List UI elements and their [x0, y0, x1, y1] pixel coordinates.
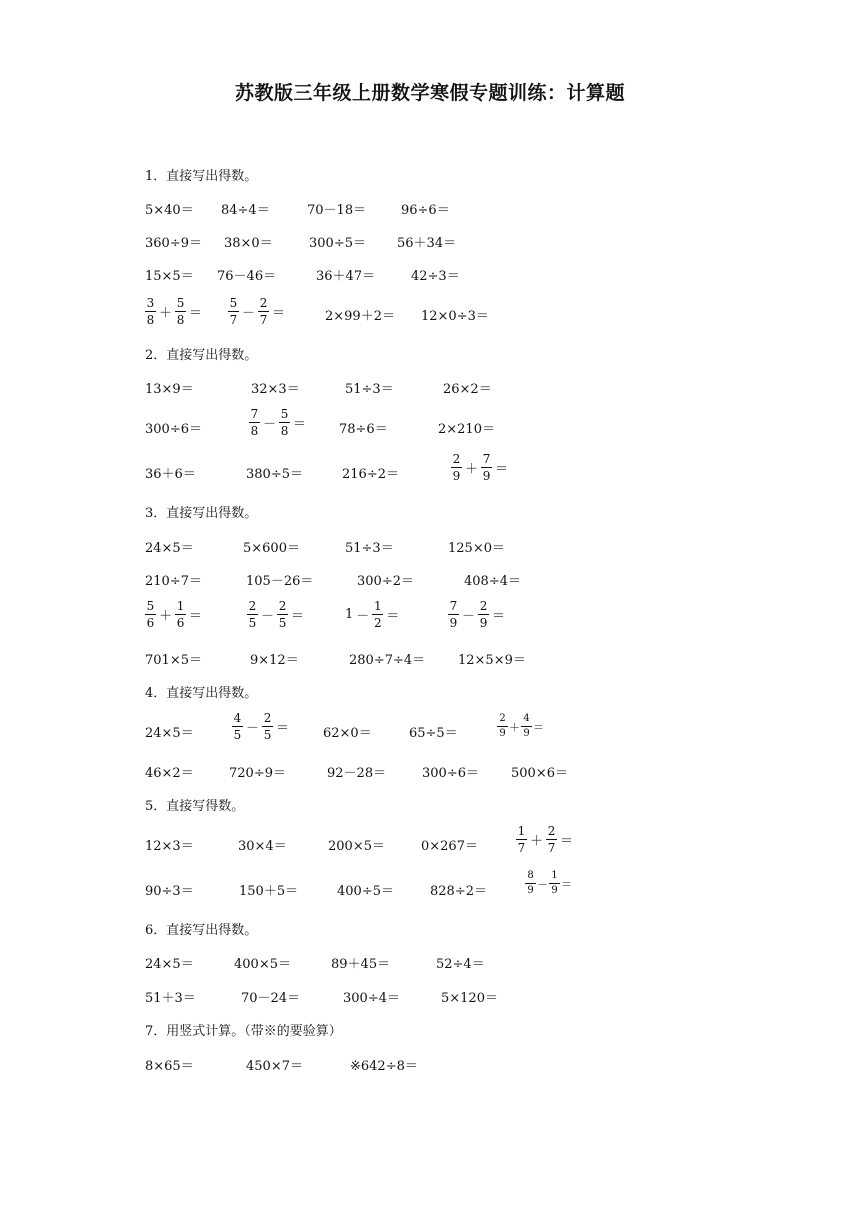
problem: 24×5＝	[145, 957, 194, 972]
problem: 0×267＝	[421, 839, 478, 854]
fraction: $\frac{2}{5}$	[248, 599, 257, 630]
problem: 5×40＝	[145, 203, 194, 218]
problem: 105－26＝	[246, 574, 314, 589]
problem: 70－18＝	[307, 203, 367, 218]
fraction-problem: $\frac{3}{8}$ ＋ $\frac{5}{8}$ ＝	[146, 296, 203, 327]
fraction: $\frac{1}{7}$	[517, 824, 526, 855]
problem: 200×5＝	[328, 839, 385, 854]
fraction-problem: $\frac{5}{7}$ － $\frac{2}{7}$ ＝	[229, 296, 286, 327]
section-heading: 4．直接写出得数。	[145, 686, 258, 701]
fraction: $\frac{4}{9}$	[521, 714, 532, 739]
fraction: $\frac{2}{5}$	[263, 711, 272, 742]
problem: 828÷2＝	[430, 884, 487, 899]
fraction: $\frac{7}{9}$	[482, 452, 491, 483]
section-heading: 2．直接写出得数。	[145, 348, 258, 363]
problem: 280÷7÷4＝	[349, 653, 426, 668]
fraction: $\frac{1}{2}$	[373, 599, 382, 630]
section-heading: 3．直接写出得数。	[145, 506, 258, 521]
problem: 2×99＋2＝	[325, 309, 395, 324]
problem: 400÷5＝	[337, 884, 394, 899]
problem: 15×5＝	[145, 269, 194, 284]
problem: 24×5＝	[145, 726, 194, 741]
problem: 720÷9＝	[229, 766, 286, 781]
problem: 210÷7＝	[145, 574, 202, 589]
fraction-problem: 1 － $\frac{1}{2}$ ＝	[345, 599, 400, 630]
problem: 12×5×9＝	[458, 653, 526, 668]
problem: 701×5＝	[145, 653, 202, 668]
fraction-problem: $\frac{2}{5}$ － $\frac{2}{5}$ ＝	[248, 599, 305, 630]
problem: 500×6＝	[511, 766, 568, 781]
problem: 51＋3＝	[145, 991, 196, 1006]
problem: 84÷4＝	[221, 203, 270, 218]
problem: 51÷3＝	[345, 541, 394, 556]
problem: 42÷3＝	[411, 269, 460, 284]
problem: 450×7＝	[246, 1059, 303, 1074]
problem: 300÷2＝	[357, 574, 414, 589]
problem: 38×0＝	[224, 236, 273, 251]
section-heading: 5．直接写得数。	[145, 799, 245, 814]
problem: 90÷3＝	[145, 884, 194, 899]
problem: 125×0＝	[448, 541, 505, 556]
fraction: $\frac{2}{9}$	[452, 452, 461, 483]
problem: 300÷6＝	[145, 422, 202, 437]
problem: 36＋6＝	[145, 467, 196, 482]
fraction: $\frac{2}{5}$	[278, 599, 287, 630]
fraction: $\frac{2}{9}$	[479, 599, 488, 630]
problem: 56＋34＝	[397, 236, 457, 251]
fraction-problem: $\frac{2}{9}$ ＋ $\frac{4}{9}$ ＝	[497, 714, 545, 739]
fraction-problem: $\frac{1}{7}$ ＋ $\frac{2}{7}$ ＝	[517, 824, 574, 855]
problem: 216÷2＝	[342, 467, 399, 482]
problem: ※642÷8＝	[350, 1059, 418, 1074]
problem: 89＋45＝	[331, 957, 391, 972]
problem: 78÷6＝	[339, 422, 388, 437]
problem: 9×12＝	[250, 653, 299, 668]
problem: 8×65＝	[145, 1059, 194, 1074]
fraction: $\frac{5}{8}$	[280, 407, 289, 438]
problem: 300÷4＝	[343, 991, 400, 1006]
problem: 380÷5＝	[246, 467, 303, 482]
problem: 12×3＝	[145, 839, 194, 854]
problem: 46×2＝	[145, 766, 194, 781]
problem: 52÷4＝	[436, 957, 485, 972]
problem: 26×2＝	[443, 382, 492, 397]
fraction: $\frac{4}{5}$	[233, 711, 242, 742]
problem: 300÷5＝	[309, 236, 366, 251]
fraction: $\frac{2}{9}$	[497, 714, 508, 739]
fraction-problem: $\frac{5}{6}$ ＋ $\frac{1}{6}$ ＝	[146, 599, 203, 630]
problem: 62×0＝	[323, 726, 372, 741]
problem: 32×3＝	[251, 382, 300, 397]
fraction: $\frac{7}{8}$	[250, 407, 259, 438]
problem: 70－24＝	[241, 991, 301, 1006]
fraction: $\frac{2}{7}$	[259, 296, 268, 327]
problem: 24×5＝	[145, 541, 194, 556]
fraction: $\frac{8}{9}$	[525, 871, 536, 896]
problem: 150＋5＝	[239, 884, 299, 899]
problem: 5×120＝	[441, 991, 498, 1006]
fraction-problem: $\frac{8}{9}$ － $\frac{1}{9}$ ＝	[525, 871, 573, 896]
fraction-problem: $\frac{7}{9}$ － $\frac{2}{9}$ ＝	[449, 599, 506, 630]
page-title: 苏教版三年级上册数学寒假专题训练：计算题	[234, 82, 625, 104]
fraction-problem: $\frac{2}{9}$ ＋ $\frac{7}{9}$ ＝	[452, 452, 509, 483]
fraction: $\frac{5}{8}$	[176, 296, 185, 327]
problem: 400×5＝	[234, 957, 291, 972]
section-heading: 1．直接写出得数。	[145, 169, 258, 184]
problem: 96÷6＝	[401, 203, 450, 218]
section-heading: 7．用竖式计算。（带※的要验算）	[145, 1024, 342, 1039]
fraction: $\frac{1}{6}$	[176, 599, 185, 630]
fraction: $\frac{5}{7}$	[229, 296, 238, 327]
problem: 5×600＝	[243, 541, 300, 556]
fraction: $\frac{2}{7}$	[547, 824, 556, 855]
problem: 51÷3＝	[345, 382, 394, 397]
problem: 360÷9＝	[145, 236, 202, 251]
problem: 30×4＝	[238, 839, 287, 854]
fraction: $\frac{3}{8}$	[146, 296, 155, 327]
fraction-problem: $\frac{7}{8}$ － $\frac{5}{8}$ ＝	[250, 407, 307, 438]
problem: 92－28＝	[327, 766, 387, 781]
fraction-problem: $\frac{4}{5}$ － $\frac{2}{5}$ ＝	[233, 711, 290, 742]
problem: 76－46＝	[217, 269, 277, 284]
problem: 13×9＝	[145, 382, 194, 397]
problem: 408÷4＝	[464, 574, 521, 589]
section-heading: 6．直接写出得数。	[145, 923, 258, 938]
problem: 2×210＝	[438, 422, 495, 437]
fraction: $\frac{1}{9}$	[549, 871, 560, 896]
problem: 65÷5＝	[409, 726, 458, 741]
problem: 12×0÷3＝	[421, 309, 489, 324]
problem: 36＋47＝	[316, 269, 376, 284]
fraction: $\frac{5}{6}$	[146, 599, 155, 630]
fraction: $\frac{7}{9}$	[449, 599, 458, 630]
problem: 300÷6＝	[422, 766, 479, 781]
